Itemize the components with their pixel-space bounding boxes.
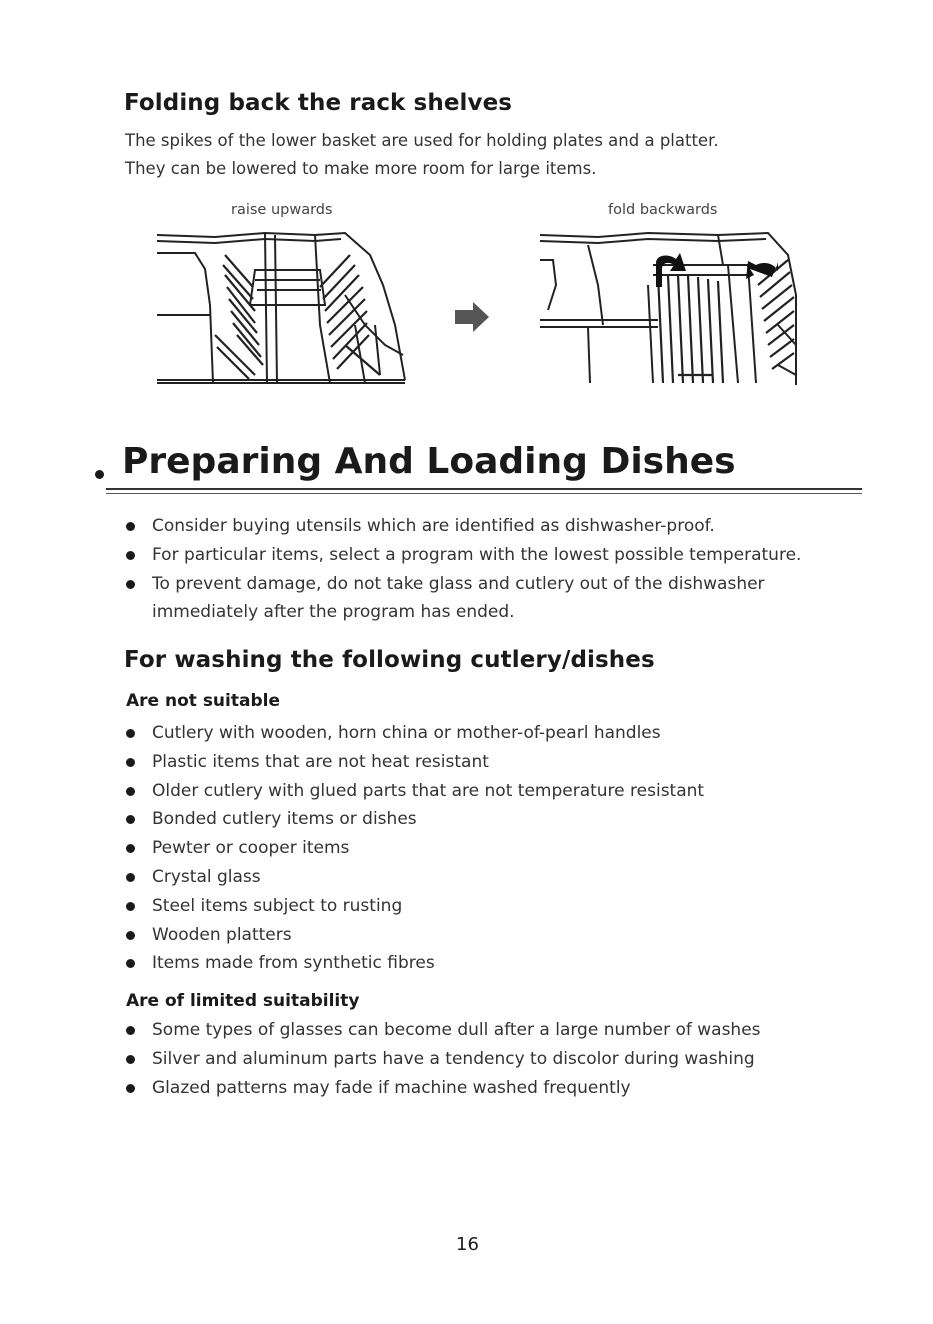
not-suitable-heading: Are not suitable [126,691,280,711]
caption-raise-upwards: raise upwards [231,202,333,218]
limited-suitability-heading: Are of limited suitability [126,991,360,1011]
bullet-icon [126,931,135,940]
bullet-icon [126,1026,135,1035]
bullet-icon [126,815,135,824]
bullet-icon [126,902,135,911]
list-item: For particular items, select a program with the lowest possible temperature. [126,541,846,570]
list-item: Plastic items that are not heat resistant [126,748,846,777]
list-item: To prevent damage, do not take glass and cutlery out of the dishwasher [126,570,846,599]
arrow-right-icon [455,302,491,332]
list-item: Some types of glasses can become dull after a large number of washes [126,1016,846,1045]
list-item: Bonded cutlery items or dishes [126,805,846,834]
list-item: Cutlery with wooden, horn china or mother-of-pearl handles [126,719,846,748]
rack-folded-illustration [538,225,800,387]
section-title-washing: For washing the following cutlery/dishes [124,647,655,673]
bullet-icon [126,959,135,968]
not-suitable-list [126,719,846,978]
bullet-icon [126,787,135,796]
title-rule-bottom [106,493,862,494]
list-item: Steel items subject to rusting [126,892,846,921]
list-item-continuation: immediately after the program has ended. [152,602,515,623]
list-item: Silver and aluminum parts have a tendency to discolor during washing [126,1045,846,1074]
bullet-icon [126,729,135,738]
page-title: Preparing And Loading Dishes [122,441,736,482]
caption-fold-backwards: fold backwards [608,202,718,218]
limited-suitability-list [126,1016,846,1102]
list-item: Glazed patterns may fade if machine washed frequently [126,1074,846,1103]
bullet-icon [126,551,135,560]
list-item: Items made from synthetic fibres [126,949,846,978]
list-item: Crystal glass [126,863,846,892]
bullet-icon [126,580,135,589]
page-number: 16 [456,1234,479,1255]
folding-description-line-2: They can be lowered to make more room for large items. [125,159,597,178]
list-item: Pewter or cooper items [126,834,846,863]
bullet-icon [126,844,135,853]
bullet-icon [126,1084,135,1093]
title-rule-top [106,488,862,490]
section-title-folding: Folding back the rack shelves [124,90,513,116]
rack-raised-illustration [155,225,415,387]
bullet-icon [126,1055,135,1064]
bullet-icon [126,758,135,767]
bullet-icon [126,522,135,531]
list-item: Wooden platters [126,921,846,950]
bullet-icon [126,873,135,882]
heading-bullet-icon [95,470,104,479]
list-item: Consider buying utensils which are identified as dishwasher-proof. [126,512,846,541]
folding-description-line-1: The spikes of the lower basket are used for holding plates and a platter. [125,131,719,150]
list-item: Older cutlery with glued parts that are not temperature resistant [126,777,846,806]
loading-tips-list [126,512,846,627]
